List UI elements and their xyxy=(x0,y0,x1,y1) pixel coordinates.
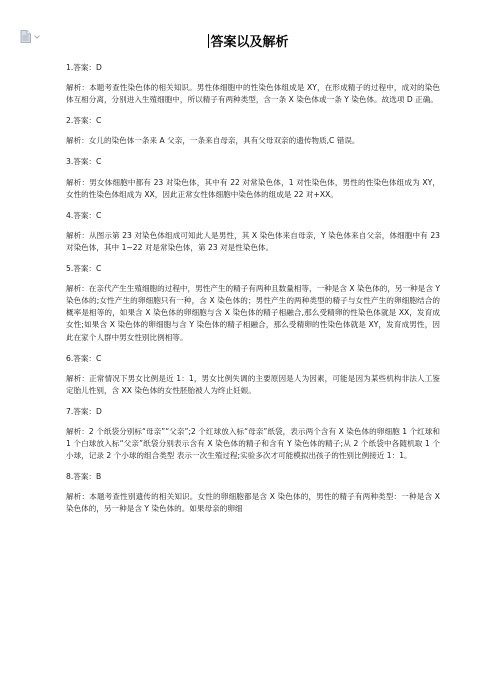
page-title-text: 答案以及解析 xyxy=(210,35,289,50)
explanation-paragraph: 解析：女儿的染色体一条来 A 父亲，一条来自母亲，具有父母双亲的遗传物质,C 错误。 xyxy=(66,136,360,146)
answer-line: 5.答案：C xyxy=(66,264,102,274)
answer-line: 1.答案：D xyxy=(66,63,102,72)
answer-line: 8.答案：B xyxy=(66,472,102,482)
explanation-paragraph: 解析：男女体细胞中都有 23 对染色体，其中有 22 对常染色体，1 对性染色体，男性的性染色体组成为 XY，女性的性染色体组成为 XX，因此正常女性体细胞中染色体的组成是 22 对+XX。 xyxy=(66,177,440,199)
document-body xyxy=(66,62,440,525)
answer-line: 2.答案：C xyxy=(66,116,102,126)
qa-item xyxy=(66,406,440,462)
qa-item xyxy=(66,353,440,397)
answer-line: 6.答案：C xyxy=(66,353,102,363)
qa-item xyxy=(66,156,440,200)
qa-item xyxy=(66,471,440,515)
qa-item xyxy=(66,263,440,344)
explanation-paragraph: 解析：本题考查性别遗传的相关知识。女性的卵细胞都是含 X 染色体的，男性的精子有两种类型：一种是含 X 染色体的，另一种是含 Y 染色体的。如果母亲的卵细 xyxy=(66,492,440,514)
qa-item xyxy=(66,210,440,254)
explanation-paragraph: 解析：在亲代产生生殖细胞的过程中，男性产生的精子有两种且数量相等，一种是含 X 染色体的，另一种是含 Y 染色体的;女性产生的卵细胞只有一种，含 X 染色体的；男性产生的两种类型的精子与女性产生的卵细胞结合的概率是相等的，如果含 X 染色体的卵细胞与含 X 染色体的精子相融合,那么受精卵的性染色体就是 XX，发育成女性;如果含 X 染色体的卵细胞与含 Y 染色体的精子相融合，那么受精卵的性染色体就是 XY，发育成男性，因此在家个人群中男女性别比例相等。 xyxy=(66,284,440,342)
explanation-paragraph: 解析：正常情况下男女比例是近 1：1，男女比例失调的主要原因是人为因素，可能是因为某些机构非法人工鉴定胎儿性别，含 XX 染色体的女性胚胎被人为终止妊娠。 xyxy=(66,373,440,395)
qa-item xyxy=(66,62,440,106)
explanation-paragraph: 解析：本题考查性染色体的相关知识。男性体细胞中的性染色体组成是 XY，在形成精子的过程中，成对的染色体互相分离，分别进入生殖细胞中，所以精子有两种类型，含一条 X 染色体或一条 Y 染色体。故选项 D 正确。 xyxy=(66,83,440,105)
answer-line: 7.答案：D xyxy=(66,406,102,416)
page-title xyxy=(0,31,497,50)
explanation-paragraph: 解析：从图示第 23 对染色体组成可知此人是男性，其 X 染色体来自母亲，Y 染色体来自父亲，体细胞中有 23 对染色体，其中 1~22 对是常染色体，第 23 对是性染色体。 xyxy=(66,230,440,252)
answer-line: 4.答案：C xyxy=(66,210,102,220)
explanation-paragraph: 解析：2 个纸袋分别标“母亲”“父亲”;2 个红球放入标“母亲”纸袋，表示两个含有 X 染色体的卵细胞 1 个红球和 1 个白球放入标“父亲”纸袋分别表示含有 X 染色体的精子和含有 Y 染色体的精子;从 2 个纸袋中各随机取 1 个小球，记录 2 个小球的组合类型 表示一次生殖过程;实验多次才可能模拟出孩子的性别比例接近 1：1。 xyxy=(66,426,440,461)
answer-line: 3.答案：C xyxy=(66,157,102,167)
qa-item xyxy=(66,115,440,147)
